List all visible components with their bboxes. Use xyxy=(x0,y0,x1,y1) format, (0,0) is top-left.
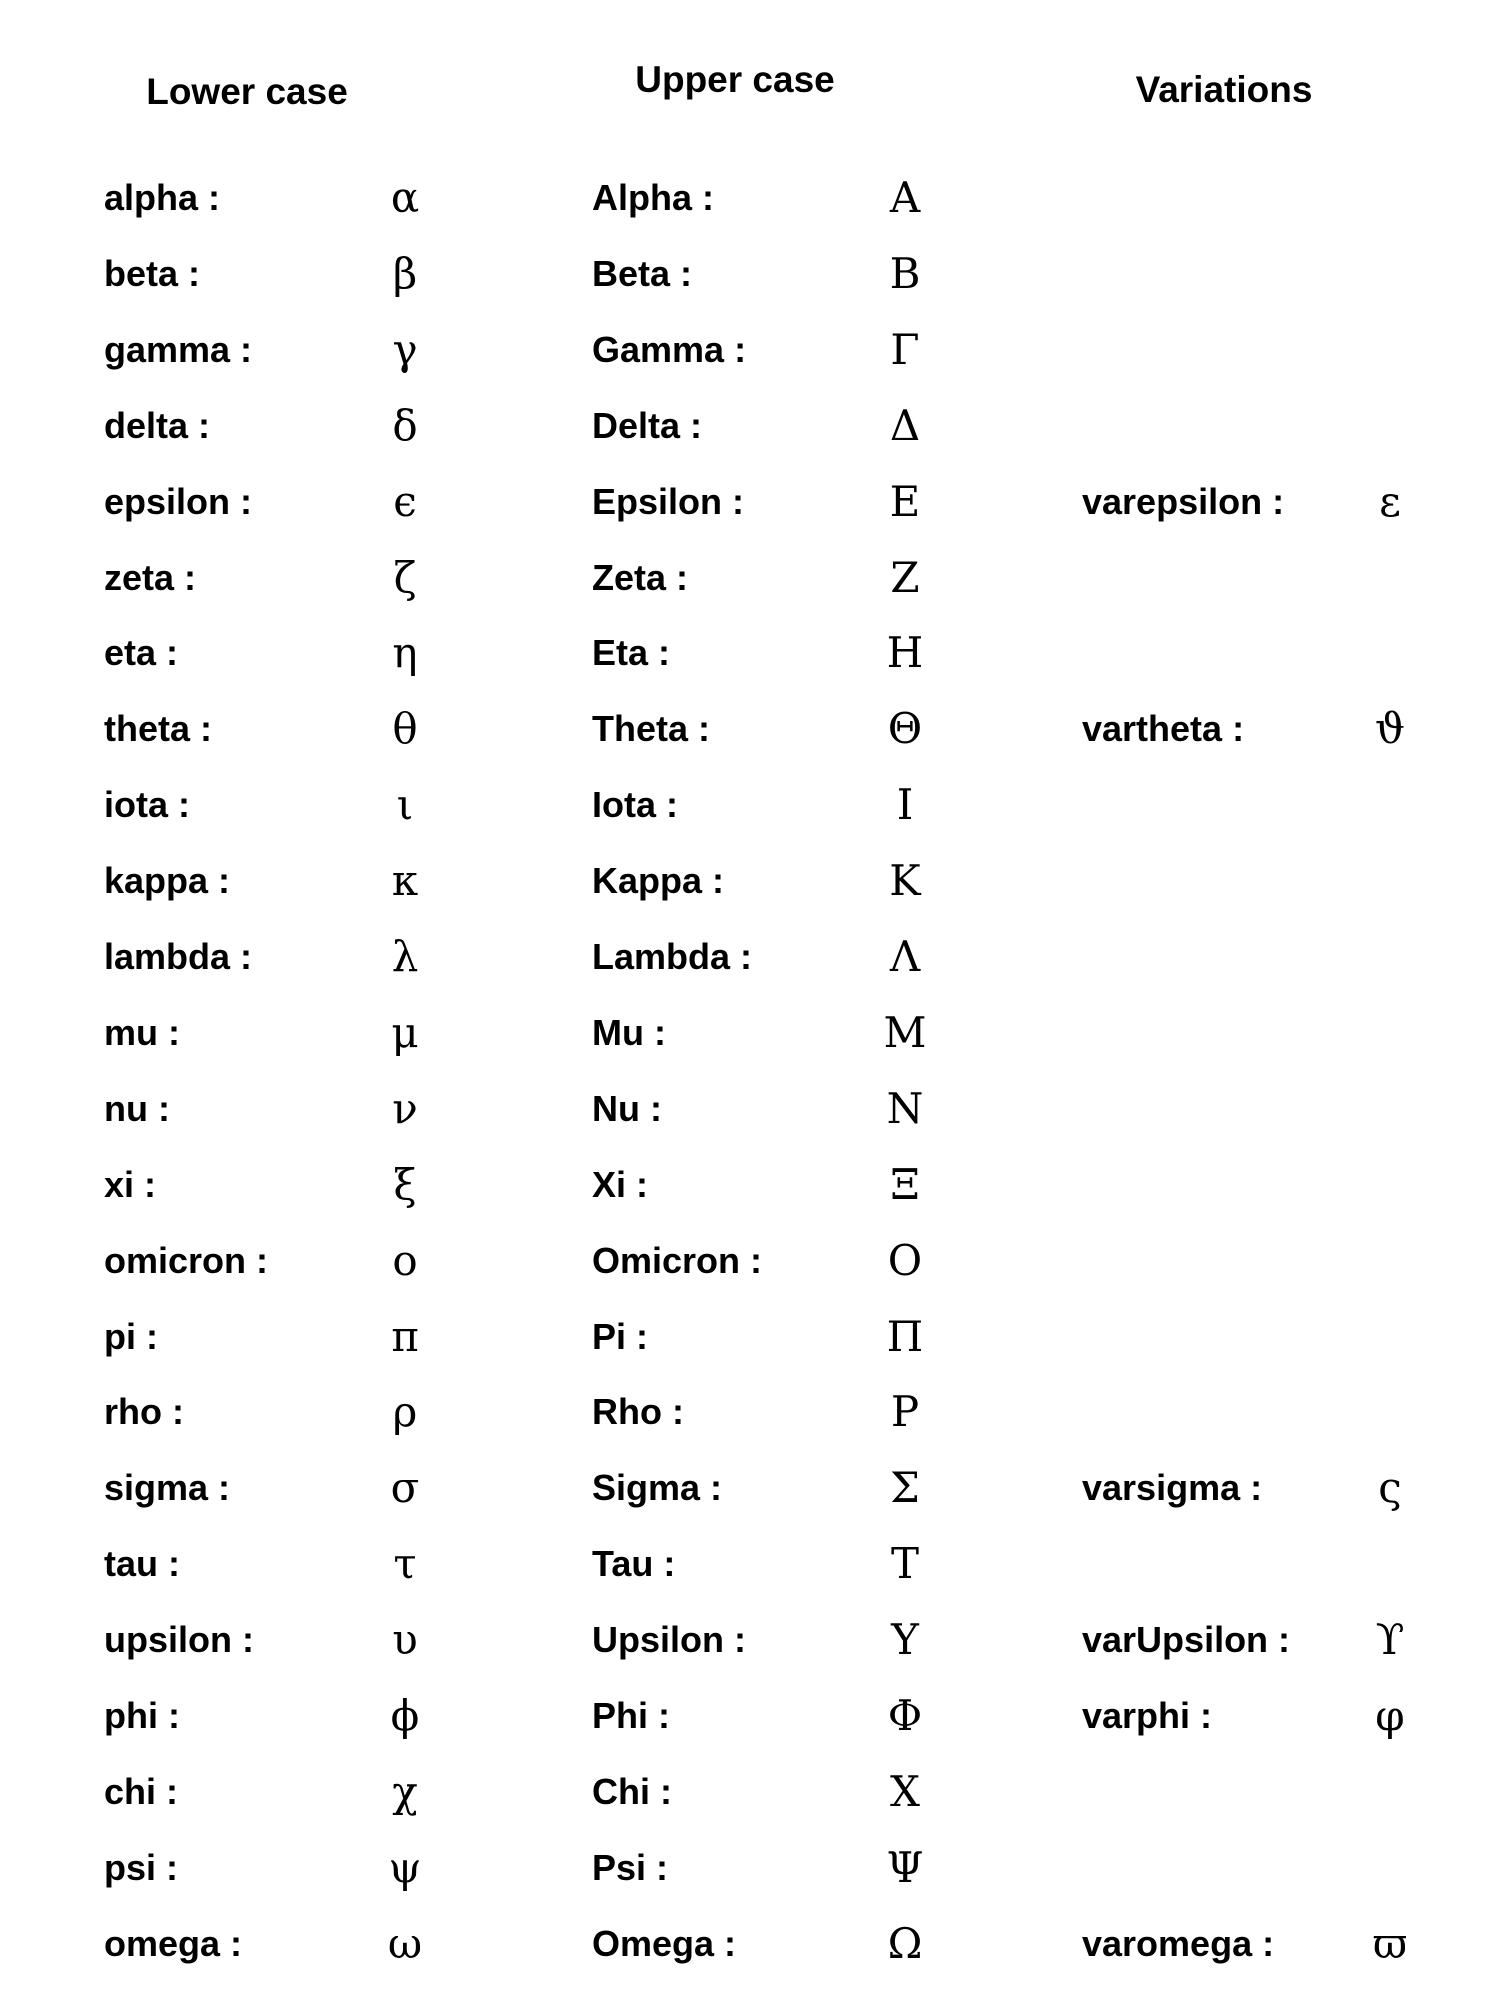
upper-case-name-label: Pi : xyxy=(592,1315,649,1357)
upper-case-name-label: Theta : xyxy=(592,708,711,750)
upper-case-glyph: Ε xyxy=(889,476,921,526)
variation-glyph: ϖ xyxy=(1372,1918,1408,1968)
letter-row xyxy=(0,1299,1488,1375)
lower-case-glyph: η xyxy=(392,628,418,678)
variation-glyph xyxy=(1315,1071,1465,1147)
lower-case-glyph: χ xyxy=(392,1766,418,1816)
lower-case-name-label: phi : xyxy=(104,1695,180,1736)
upper-case-name-label: Psi : xyxy=(592,1846,669,1888)
letter-row xyxy=(0,1602,1488,1678)
upper-case-name-label: Chi : xyxy=(592,1770,672,1812)
lower-case-glyph: υ xyxy=(392,1615,418,1665)
lower-case-name-label: eta : xyxy=(104,632,179,674)
lower-case-name-label: beta : xyxy=(104,252,201,294)
lower-case-glyph: ξ xyxy=(393,1159,417,1209)
upper-case-name-label: Phi : xyxy=(592,1695,670,1736)
letter-row xyxy=(0,1450,1488,1526)
lower-case-glyph: ι xyxy=(396,780,414,830)
letter-row xyxy=(0,767,1488,843)
letter-row xyxy=(0,1223,1488,1299)
upper-case-name-label: Eta : xyxy=(592,632,671,674)
lower-case-glyph: ω xyxy=(387,1918,423,1968)
upper-case-name-label: Xi : xyxy=(592,1163,649,1205)
upper-case-glyph: Ρ xyxy=(890,1387,920,1437)
variation-glyph xyxy=(1315,919,1465,995)
upper-case-name-label: Kappa : xyxy=(592,860,725,902)
letter-row xyxy=(0,615,1488,691)
letter-row xyxy=(0,388,1488,464)
lower-case-name-label: chi : xyxy=(104,1770,179,1812)
upper-case-glyph: Η xyxy=(886,628,924,678)
variation-glyph xyxy=(1315,1299,1465,1375)
lower-case-name-label: alpha : xyxy=(104,177,221,218)
variation-glyph xyxy=(1315,995,1465,1071)
lower-case-glyph: σ xyxy=(390,1463,420,1513)
letter-row xyxy=(0,1147,1488,1223)
upper-case-glyph: Σ xyxy=(890,1463,920,1513)
upper-case-name-label: Mu : xyxy=(592,1011,666,1053)
column-header-lower-case: Lower case xyxy=(146,71,348,112)
upper-case-glyph: Γ xyxy=(890,324,920,374)
variation-glyph xyxy=(1315,540,1465,616)
lower-case-glyph: μ xyxy=(391,1007,419,1057)
upper-case-glyph: Ν xyxy=(886,1083,924,1133)
upper-case-name-label: Sigma : xyxy=(592,1467,723,1509)
lower-case-name-label: zeta : xyxy=(104,556,197,598)
letter-row xyxy=(0,1526,1488,1602)
upper-case-name-label: Alpha : xyxy=(592,177,714,218)
upper-case-glyph: Υ xyxy=(891,1615,919,1665)
lower-case-name-label: xi : xyxy=(104,1163,157,1205)
upper-case-glyph: Ζ xyxy=(890,552,920,602)
lower-case-glyph: ϕ xyxy=(390,1691,420,1740)
upper-case-glyph: Ο xyxy=(887,1235,923,1285)
upper-case-name-label: Delta : xyxy=(592,404,703,446)
variation-glyph: ϑ xyxy=(1374,704,1406,754)
variation-glyph xyxy=(1315,1754,1465,1830)
variation-glyph xyxy=(1315,1147,1465,1223)
upper-case-glyph: Π xyxy=(886,1311,924,1361)
lower-case-name-label: theta : xyxy=(104,708,212,750)
variation-name-label: varomega : xyxy=(1082,1922,1275,1964)
lower-case-glyph: ο xyxy=(392,1235,418,1285)
lower-case-name-label: omicron : xyxy=(104,1239,269,1281)
letter-row xyxy=(0,312,1488,388)
upper-case-name-label: Nu : xyxy=(592,1087,662,1129)
lower-case-name-label: psi : xyxy=(104,1846,179,1888)
variation-name-label: varUpsilon : xyxy=(1082,1619,1291,1661)
lower-case-name-label: pi : xyxy=(104,1315,158,1357)
lower-case-glyph: ϵ xyxy=(393,476,417,526)
letter-row xyxy=(0,995,1488,1071)
variation-glyph xyxy=(1315,1830,1465,1906)
lower-case-name-label: delta : xyxy=(104,404,211,446)
lower-case-glyph: π xyxy=(391,1311,419,1361)
letter-row xyxy=(0,691,1488,767)
lower-case-name-label: upsilon : xyxy=(104,1619,254,1661)
variation-glyph xyxy=(1315,1526,1465,1602)
lower-case-name-label: omega : xyxy=(104,1922,243,1964)
variation-glyph xyxy=(1315,312,1465,388)
column-header-upper-case: Upper case xyxy=(635,59,835,100)
letter-row xyxy=(0,236,1488,312)
lower-case-name-label: gamma : xyxy=(104,328,253,370)
letter-row xyxy=(0,160,1488,236)
upper-case-glyph: Δ xyxy=(889,400,921,450)
lower-case-glyph: δ xyxy=(392,400,418,450)
variation-glyph xyxy=(1315,767,1465,843)
upper-case-name-label: Upsilon : xyxy=(592,1619,746,1661)
variation-name-label: varphi : xyxy=(1082,1695,1213,1736)
variation-name-label: varepsilon : xyxy=(1082,480,1285,522)
lower-case-name-label: nu : xyxy=(104,1087,170,1129)
column-header-variations: Variations xyxy=(1135,69,1313,110)
upper-case-glyph: Ξ xyxy=(890,1159,920,1209)
upper-case-glyph: Χ xyxy=(890,1766,920,1816)
lower-case-name-label: lambda : xyxy=(104,936,253,977)
lower-case-name-label: kappa : xyxy=(104,860,231,902)
lower-case-name-label: epsilon : xyxy=(104,480,253,522)
upper-case-name-label: Omega : xyxy=(592,1922,737,1964)
upper-case-name-label: Zeta : xyxy=(592,556,689,598)
variation-glyph xyxy=(1315,1223,1465,1299)
upper-case-name-label: Gamma : xyxy=(592,328,747,370)
upper-case-glyph: Θ xyxy=(887,704,923,754)
lower-case-glyph: τ xyxy=(393,1539,417,1589)
letter-row xyxy=(0,1678,1488,1754)
lower-case-name-label: mu : xyxy=(104,1011,180,1053)
variation-name-label: vartheta : xyxy=(1082,708,1245,750)
upper-case-glyph: Μ xyxy=(883,1007,927,1057)
lower-case-glyph: ρ xyxy=(392,1387,418,1437)
variation-name-label: varsigma : xyxy=(1082,1467,1263,1509)
lower-case-name-label: rho : xyxy=(104,1391,184,1433)
upper-case-glyph: Ω xyxy=(887,1918,923,1968)
variation-glyph xyxy=(1315,388,1465,464)
variation-glyph xyxy=(1315,615,1465,691)
variation-glyph xyxy=(1315,236,1465,312)
upper-case-glyph: Ι xyxy=(896,780,914,830)
upper-case-glyph: Λ xyxy=(889,932,921,981)
lower-case-glyph: ψ xyxy=(388,1842,422,1892)
upper-case-glyph: Α xyxy=(889,173,921,222)
lower-case-glyph: ζ xyxy=(393,552,417,602)
letter-row xyxy=(0,1754,1488,1830)
variation-glyph xyxy=(1315,1374,1465,1450)
variation-glyph xyxy=(1315,843,1465,919)
upper-case-glyph: Κ xyxy=(889,856,921,906)
letter-row xyxy=(0,919,1488,995)
upper-case-name-label: Epsilon : xyxy=(592,480,744,522)
lower-case-name-label: tau : xyxy=(104,1543,180,1585)
lower-case-glyph: λ xyxy=(391,932,419,981)
letter-row xyxy=(0,540,1488,616)
variation-glyph: ς xyxy=(1378,1463,1402,1513)
upper-case-name-label: Beta : xyxy=(592,252,693,294)
upper-case-glyph: Τ xyxy=(890,1539,919,1589)
upper-case-glyph: Β xyxy=(889,248,921,298)
lower-case-glyph: θ xyxy=(392,704,418,754)
lower-case-name-label: sigma : xyxy=(104,1467,231,1509)
upper-case-name-label: Omicron : xyxy=(592,1239,763,1281)
upper-case-glyph: Ψ xyxy=(886,1842,924,1892)
lower-case-name-label: iota : xyxy=(104,784,190,826)
lower-case-glyph: ν xyxy=(392,1083,418,1133)
letter-row xyxy=(0,1071,1488,1147)
variation-glyph xyxy=(1315,160,1465,236)
variation-glyph: ϒ xyxy=(1375,1615,1405,1665)
upper-case-name-label: Rho : xyxy=(592,1391,684,1433)
letter-row xyxy=(0,464,1488,540)
letter-row xyxy=(0,1906,1488,1982)
upper-case-glyph: Φ xyxy=(887,1691,923,1740)
letter-row xyxy=(0,1830,1488,1906)
lower-case-glyph: β xyxy=(392,248,418,298)
lower-case-glyph: α xyxy=(390,173,420,222)
variation-glyph: ε xyxy=(1379,476,1401,526)
lower-case-glyph: γ xyxy=(392,324,418,374)
lower-case-glyph: κ xyxy=(391,856,419,906)
letter-row xyxy=(0,843,1488,919)
upper-case-name-label: Tau : xyxy=(592,1543,676,1585)
letter-row xyxy=(0,1374,1488,1450)
upper-case-name-label: Iota : xyxy=(592,784,678,826)
upper-case-name-label: Lambda : xyxy=(592,936,753,977)
variation-glyph: φ xyxy=(1375,1691,1405,1740)
